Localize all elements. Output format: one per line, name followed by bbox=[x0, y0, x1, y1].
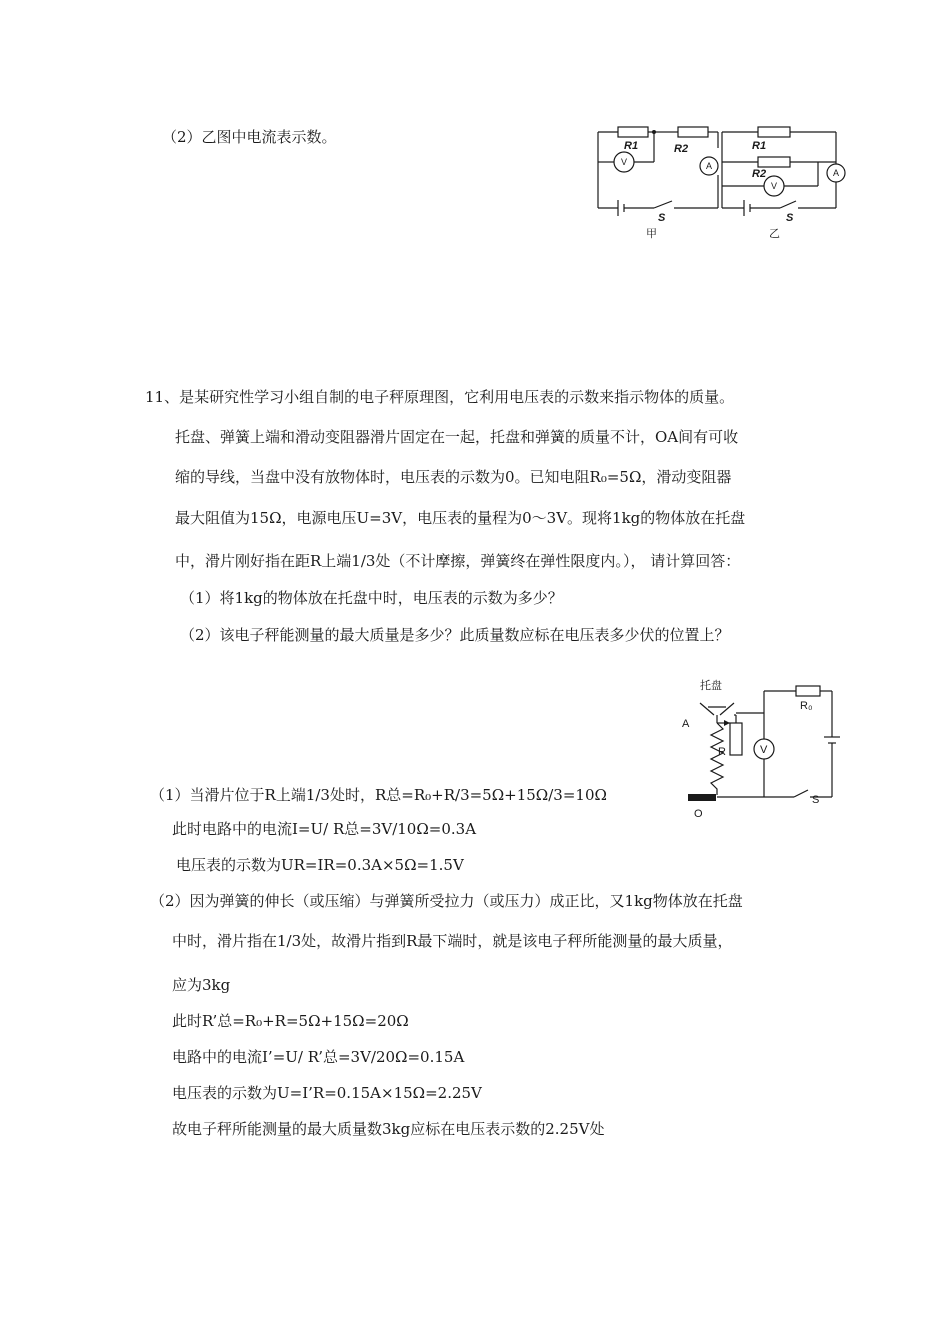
ammeter-jia-icon: A bbox=[705, 161, 713, 171]
answer-line-1: （1）当滑片位于R上端1/3处时，R总=R₀+R/3=5Ω+15Ω/3=10Ω bbox=[150, 786, 607, 804]
label-jia: 甲 bbox=[646, 228, 657, 240]
q11-line-2: 托盘、弹簧上端和滑动变阻器滑片固定在一起，托盘和弹簧的质量不计，OA间有可收 bbox=[175, 428, 739, 446]
question-10-part-2: （2）乙图中电流表示数。 bbox=[162, 128, 337, 146]
label-switch-jia: S bbox=[658, 212, 666, 224]
electronic-scale-diagram bbox=[672, 675, 852, 820]
label-r1-yi: R1 bbox=[752, 140, 767, 152]
q11-line-4: 最大阻值为15Ω，电源电压U=3V，电压表的量程为0～3V。现将1kg的物体放在托盘 bbox=[175, 509, 746, 527]
answer-line-6: 应为3kg bbox=[172, 976, 231, 994]
label-tray: 托盘 bbox=[700, 680, 722, 692]
ammeter-yi-icon: A bbox=[832, 168, 840, 178]
answer-line-4: （2）因为弹簧的伸长（或压缩）与弹簧所受拉力（或压力）成正比，又1kg物体放在托盘 bbox=[150, 892, 743, 910]
label-r1-jia: R1 bbox=[624, 140, 639, 152]
voltmeter-icon: V bbox=[760, 744, 768, 756]
q11-line-5: 中，滑片刚好指在距R上端1/3处（不计摩擦，弹簧终在弹性限度内。）， 请计算回答： bbox=[175, 552, 741, 570]
label-a: A bbox=[682, 718, 690, 730]
q11-part-2: （2）该电子秤能测量的最大质量是多少？此质量数应标在电压表多少伏的位置上？ bbox=[180, 626, 730, 644]
label-r0: R₀ bbox=[800, 700, 813, 712]
q11-line-1: 11、是某研究性学习小组自制的电子秤原理图，它利用电压表的示数来指示物体的质量。 bbox=[145, 388, 735, 406]
q11-part-1: （1）将1kg的物体放在托盘中时，电压表的示数为多少？ bbox=[180, 589, 563, 607]
label-switch: S bbox=[812, 794, 820, 806]
label-switch-yi: S bbox=[786, 212, 794, 224]
voltmeter-jia-icon: V bbox=[620, 157, 628, 167]
answer-line-9: 电压表的示数为U=I’R=0.15A×15Ω=2.25V bbox=[172, 1084, 482, 1102]
voltmeter-yi-icon: V bbox=[770, 181, 778, 191]
q11-line-3: 缩的导线，当盘中没有放物体时，电压表的示数为0。已知电阻R₀=5Ω，滑动变阻器 bbox=[175, 468, 732, 486]
answer-line-10: 故电子秤所能测量的最大质量数3kg应标在电压表示数的2.25V处 bbox=[172, 1120, 605, 1138]
circuit-diagram-jia-yi bbox=[592, 120, 852, 245]
label-o: O bbox=[694, 808, 703, 820]
answer-line-2: 此时电路中的电流I=U/ R总=3V/10Ω=0.3A bbox=[172, 820, 477, 838]
answer-line-5: 中时，滑片指在1/3处，故滑片指到R最下端时，就是该电子秤所能测量的最大质量， bbox=[172, 932, 733, 950]
answer-line-3: 电压表的示数为UR=IR=0.3A×5Ω=1.5V bbox=[176, 856, 464, 874]
label-r2-yi: R2 bbox=[752, 168, 767, 180]
label-r: R bbox=[718, 746, 726, 758]
label-r2-jia: R2 bbox=[674, 143, 689, 155]
answer-line-7: 此时R’总=R₀+R=5Ω+15Ω=20Ω bbox=[172, 1012, 409, 1030]
answer-line-8: 电路中的电流I’=U/ R’总=3V/20Ω=0.15A bbox=[172, 1048, 465, 1066]
label-yi: 乙 bbox=[769, 228, 780, 240]
